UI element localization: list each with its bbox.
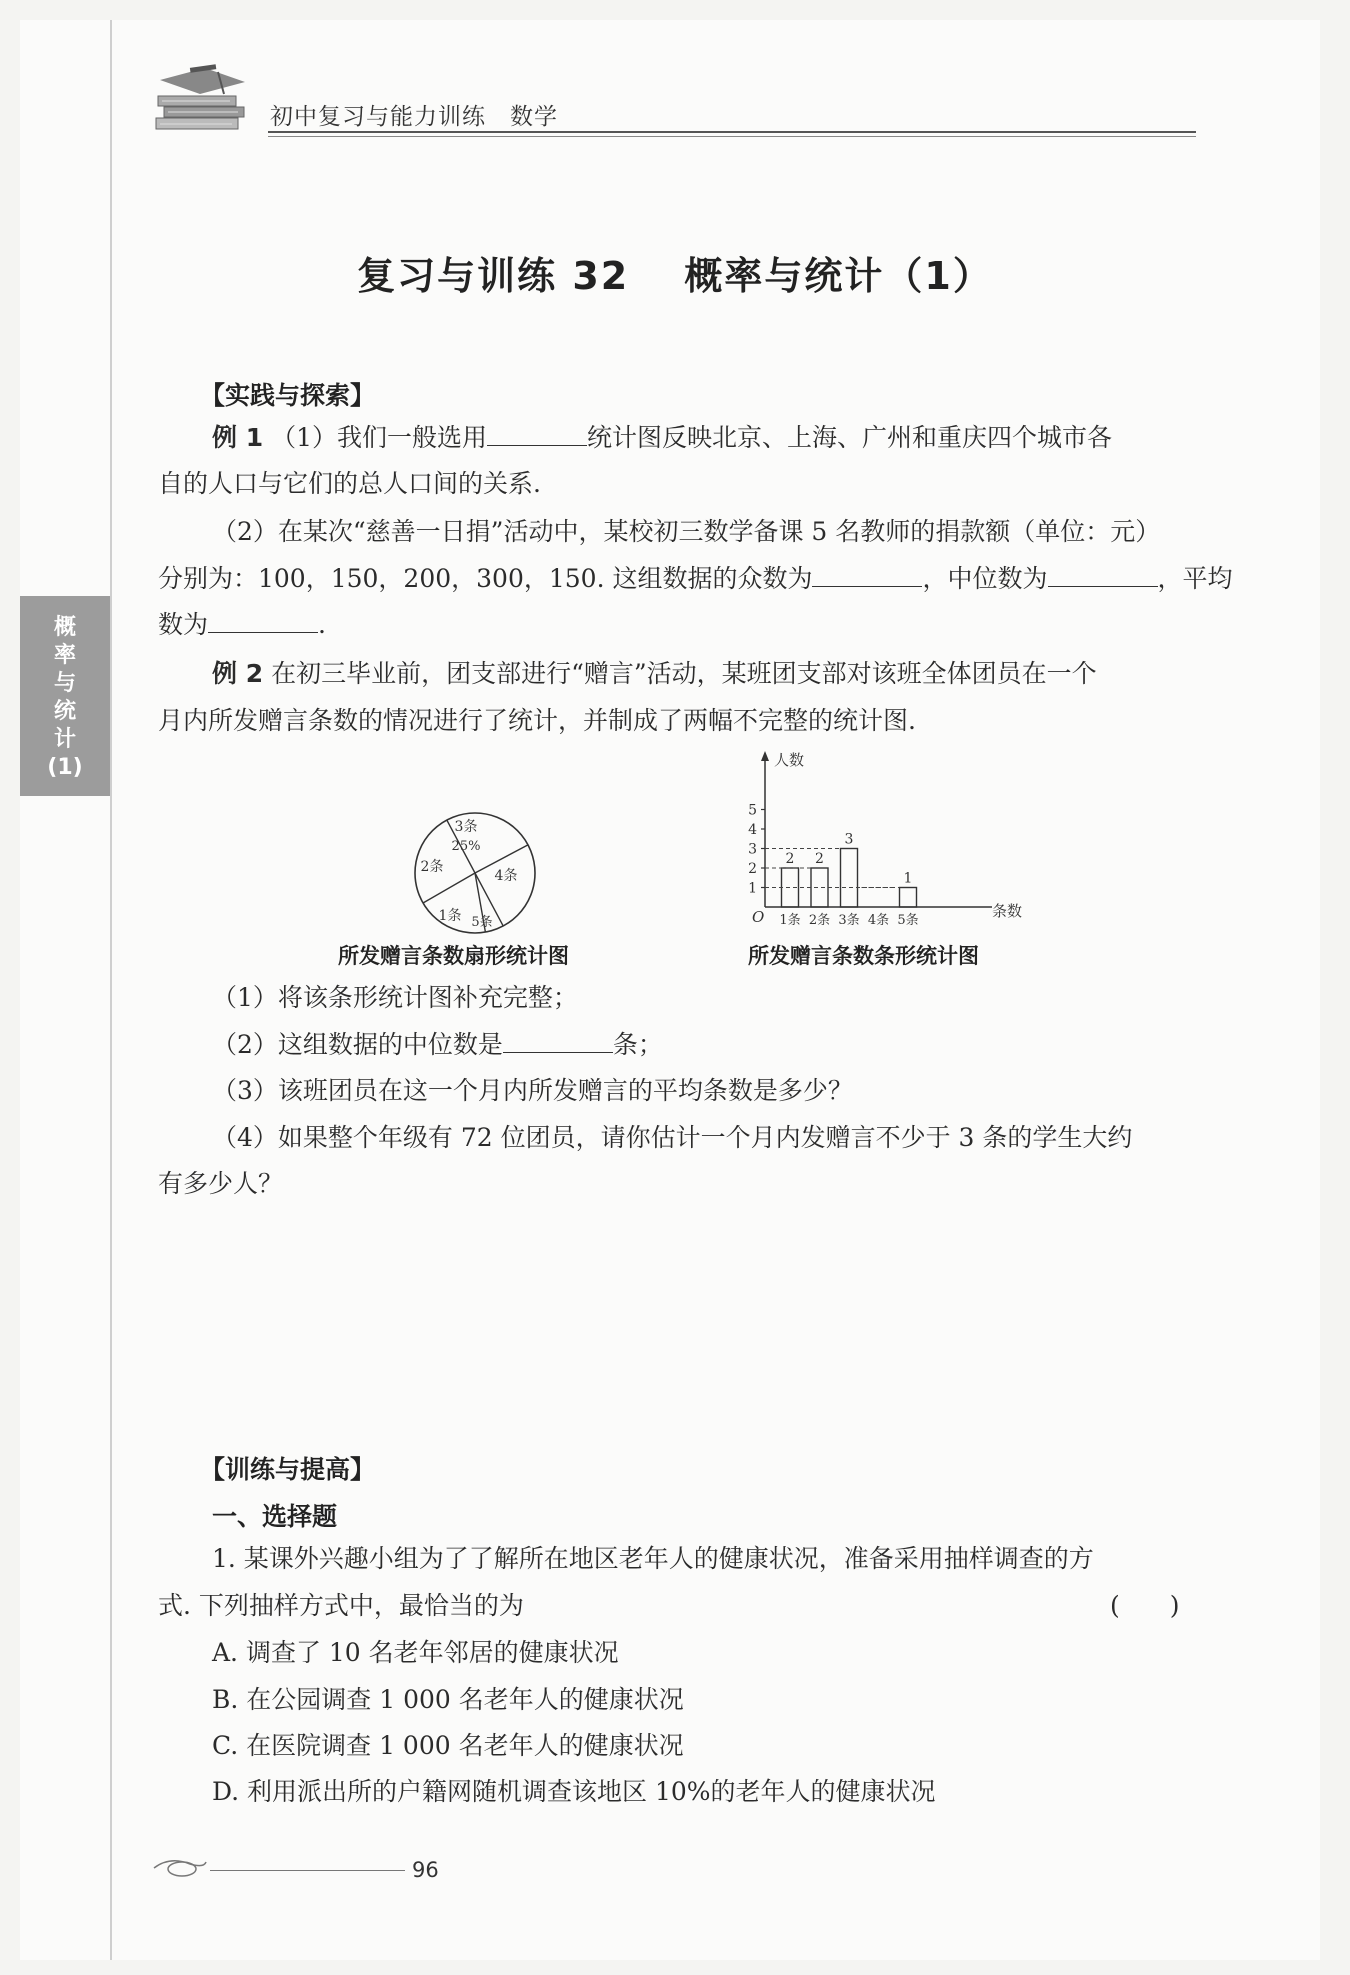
page-title: 复习与训练 32 概率与统计（1） xyxy=(357,254,993,298)
example1-label: 例 1 xyxy=(212,423,264,452)
example2-question4: （4）如果整个年级有 72 位团员，请你估计一个月内发赠言不少于 3 条的学生大约 xyxy=(212,1123,1133,1152)
section-heading-practice: 【实践与探索】 xyxy=(200,381,376,410)
example1-line3: （2）在某次“慈善一日捐”活动中，某校初三数学备课 5 名教师的捐款额（单位：元） xyxy=(212,517,1161,546)
answer-blank-median[interactable] xyxy=(1048,564,1158,587)
side-tab-char: 统 xyxy=(53,699,76,724)
origin-label: O xyxy=(752,908,765,926)
question1-line1: 1. 某课外兴趣小组为了了解所在地区老年人的健康状况，准备采用抽样调查的方 xyxy=(212,1544,1094,1573)
text: 在初三毕业前，团支部进行“赠言”活动，某班团支部对该班全体团员在一个 xyxy=(271,659,1097,688)
example2-line2: 月内所发赠言条数的情况进行了统计，并制成了两幅不完整的统计图. xyxy=(158,706,916,735)
example2-question4-cont: 有多少人？ xyxy=(158,1169,284,1198)
side-tab-char: 计 xyxy=(53,727,76,752)
bar-data-label: 2 xyxy=(785,851,795,867)
pie-slice-edge xyxy=(423,873,475,903)
example2-question1: （1）将该条形统计图补充完整； xyxy=(212,983,578,1012)
x-tick-label: 1条 xyxy=(779,913,801,928)
page-number: 96 xyxy=(412,1858,439,1882)
option-d[interactable]: D. 利用派出所的户籍网随机调查该地区 10%的老年人的健康状况 xyxy=(212,1777,936,1806)
header-rule-thin xyxy=(268,136,1196,137)
y-axis-label: 人数 xyxy=(774,751,805,769)
option-c[interactable]: C. 在医院调查 1 000 名老年人的健康状况 xyxy=(212,1731,684,1760)
y-tick-label: 3 xyxy=(748,841,757,858)
x-axis-label: 条数 xyxy=(992,902,1023,920)
example2-line1 xyxy=(212,658,1097,690)
y-tick-label: 1 xyxy=(748,880,757,897)
text: . xyxy=(318,610,326,639)
example1-line2: 自的人口与它们的总人口间的关系. xyxy=(158,469,541,498)
example2-question3: （3）该班团员在这一个月内所发赠言的平均条数是多少？ xyxy=(212,1076,853,1105)
y-tick-label: 2 xyxy=(748,861,757,877)
answer-blank-mode[interactable] xyxy=(812,564,922,587)
text: ，平均 xyxy=(1157,564,1233,593)
pie-label-5: 5条 xyxy=(471,915,493,930)
bar-data-label: 2 xyxy=(815,851,824,867)
bar-data-label: 3 xyxy=(844,831,854,848)
question1-line2: 式. 下列抽样方式中，最恰当的为 xyxy=(158,1591,524,1620)
example1-line1 xyxy=(212,422,1112,454)
bar xyxy=(841,849,858,908)
pie-value-3: 25% xyxy=(451,839,481,854)
bar-chart xyxy=(730,745,1030,935)
example2-question2 xyxy=(212,1029,663,1061)
books-logo-icon xyxy=(150,60,250,140)
pie-label-4: 4条 xyxy=(494,868,518,884)
example1-line4 xyxy=(158,563,1233,595)
side-tab-char: (1) xyxy=(47,755,83,780)
text: 统计图反映北京、上海、广州和重庆四个城市各 xyxy=(586,423,1112,452)
answer-blank[interactable] xyxy=(487,423,587,446)
example1-line5 xyxy=(158,609,326,641)
option-b[interactable]: B. 在公园调查 1 000 名老年人的健康状况 xyxy=(212,1685,684,1714)
side-tab-char: 与 xyxy=(53,671,76,696)
answer-parentheses[interactable]: ( ) xyxy=(1110,1591,1180,1620)
text: 分别为：100，150，200，300，150. 这组数据的众数为 xyxy=(158,564,813,593)
pie-chart-caption: 所发赠言条数扇形统计图 xyxy=(338,944,569,968)
x-tick-label: 3条 xyxy=(838,913,860,928)
example2-label: 例 2 xyxy=(212,659,264,688)
section-heading-training: 【训练与提高】 xyxy=(200,1455,376,1484)
bar-data-label: 1 xyxy=(903,870,913,887)
x-tick-label: 5条 xyxy=(897,913,919,928)
y-tick-label: 4 xyxy=(748,822,757,838)
bar xyxy=(900,888,917,908)
text: 数为 xyxy=(158,610,209,639)
side-tab-char: 概 xyxy=(53,615,76,640)
text: （1）我们一般选用 xyxy=(271,423,487,452)
answer-blank-median-count[interactable] xyxy=(503,1030,613,1053)
x-tick-label: 2条 xyxy=(808,913,831,928)
text: （2）这组数据的中位数是 xyxy=(212,1030,503,1059)
pie-label-2: 2条 xyxy=(420,859,444,875)
pie-chart xyxy=(400,798,550,948)
y-tick-label: 5 xyxy=(748,802,757,819)
chapter-side-tab xyxy=(20,596,110,796)
text: ，中位数为 xyxy=(922,564,1048,593)
pie-label-1: 1条 xyxy=(438,908,462,924)
answer-blank-mean[interactable] xyxy=(208,610,318,633)
option-a[interactable]: A. 调查了 10 名老年邻居的健康状况 xyxy=(212,1638,619,1667)
bar-chart-caption: 所发赠言条数条形统计图 xyxy=(748,944,979,968)
binding-margin-line xyxy=(110,20,112,1960)
header-rule xyxy=(268,131,1196,133)
book-title: 初中复习与能力训练 数学 xyxy=(270,104,558,130)
pie-label-3: 3条 xyxy=(454,819,478,835)
subheading-choice-questions: 一、选择题 xyxy=(212,1502,338,1531)
footer-rule xyxy=(210,1870,405,1871)
side-tab-char: 率 xyxy=(53,643,76,668)
bar xyxy=(811,868,828,907)
y-axis-arrow xyxy=(761,751,769,761)
text: 条； xyxy=(612,1030,663,1059)
footer-decoration-icon xyxy=(150,1852,210,1882)
x-tick-label: 4条 xyxy=(867,913,890,928)
